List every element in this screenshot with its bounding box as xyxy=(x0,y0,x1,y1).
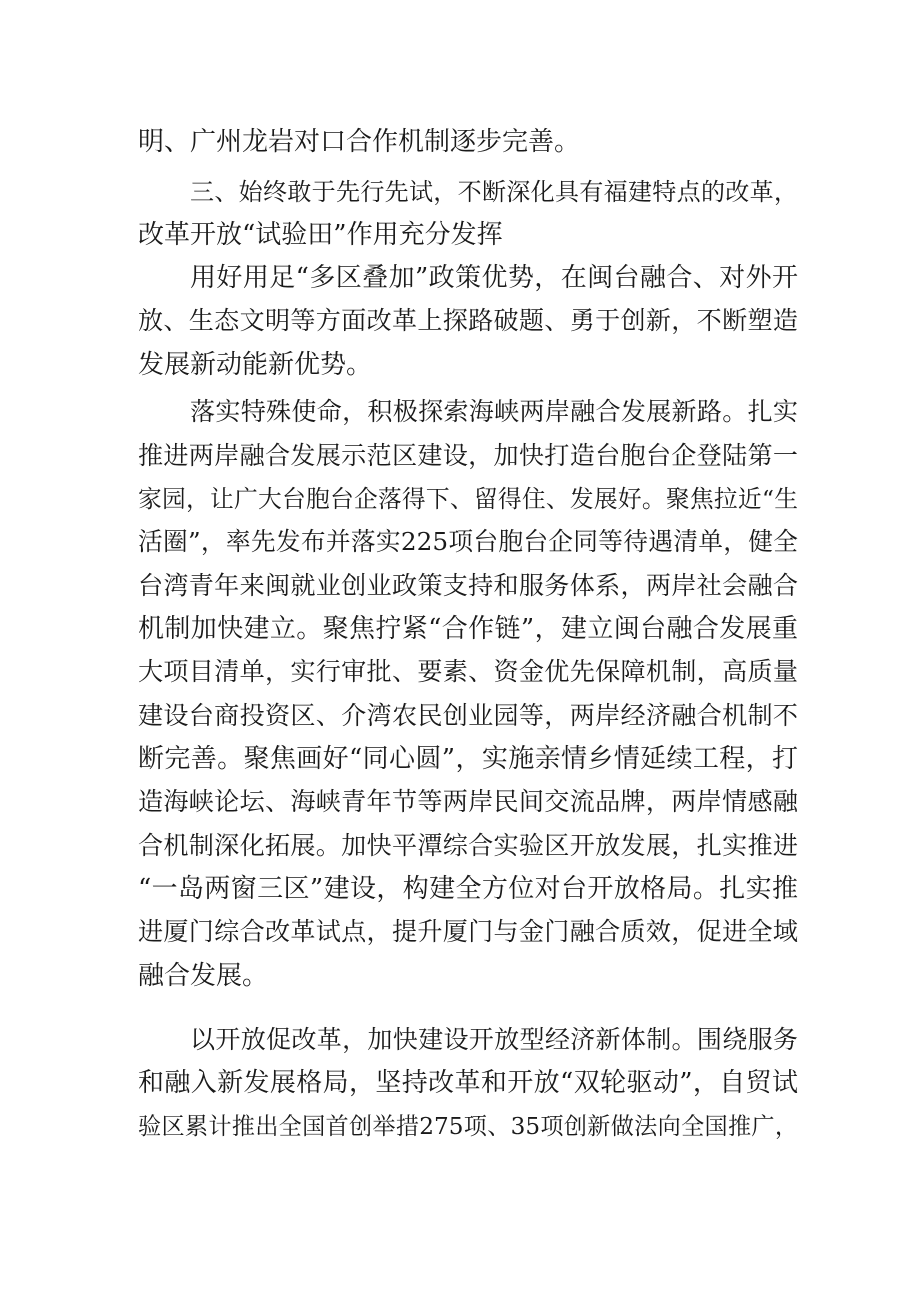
text-line: 落实特殊使命，积极探索海峡两岸融合发展新路。扎实 xyxy=(190,397,798,426)
text-line: “一岛两窗三区”建设，构建全方位对台开放格局。扎实推 xyxy=(138,874,798,904)
text-line: 放、生态文明等方面改革上探路破题、勇于创新，不断塑造 xyxy=(138,306,798,335)
text-line: 以开放促改革，加快建设开放型经济新体制。围绕服务 xyxy=(190,1025,798,1054)
text-line: 合机制深化拓展。加快平潭综合实验区开放发展，扎实推进 xyxy=(138,831,798,860)
text-line: 活圈”，率先发布并落实225项台胞台企同等待遇清单，健全 xyxy=(138,527,798,556)
text-line: 断完善。聚焦画好“同心圆”，实施亲情乡情延续工程，打 xyxy=(138,744,798,774)
text-line: 造海峡论坛、海峡青年节等两岸民间交流品牌，两岸情感融 xyxy=(138,787,798,816)
text-line: 和融入新发展格局，坚持改革和开放“双轮驱动”，自贸试 xyxy=(138,1068,798,1098)
section-heading-line: 改革开放“试验田”作用充分发挥 xyxy=(138,220,503,250)
text-line: 验区累计推出全国首创举措275项、35项创新做法向全国推广， xyxy=(138,1113,798,1140)
text-line: 推进两岸融合发展示范区建设，加快打造台胞台企登陆第一 xyxy=(138,441,798,470)
text-line: 融合发展。 xyxy=(138,961,269,991)
text-line: 明、广州龙岩对口合作机制逐步完善。 xyxy=(138,127,581,157)
section-heading-line: 三、始终敢于先行先试，不断深化具有福建特点的改革， xyxy=(190,178,798,206)
text-line: 发展新动能新优势。 xyxy=(138,350,373,380)
text-line: 机制加快建立。聚焦拧紧“合作链”，建立闽台融合发展重 xyxy=(138,614,798,644)
text-line: 建设台商投资区、介湾农民创业园等，两岸经济融合机制不 xyxy=(138,701,798,730)
text-line: 进厦门综合改革试点，提升厦门与金门融合质效，促进全域 xyxy=(138,917,798,946)
text-line: 台湾青年来闽就业创业政策支持和服务体系，两岸社会融合 xyxy=(138,571,798,600)
text-line: 用好用足“多区叠加”政策优势，在闽台融合、对外开 xyxy=(190,263,798,293)
text-line: 家园，让广大台胞台企落得下、留得住、发展好。聚焦拉近“生 xyxy=(138,485,798,513)
text-line: 大项目清单，实行审批、要素、资金优先保障机制，高质量 xyxy=(138,657,798,686)
